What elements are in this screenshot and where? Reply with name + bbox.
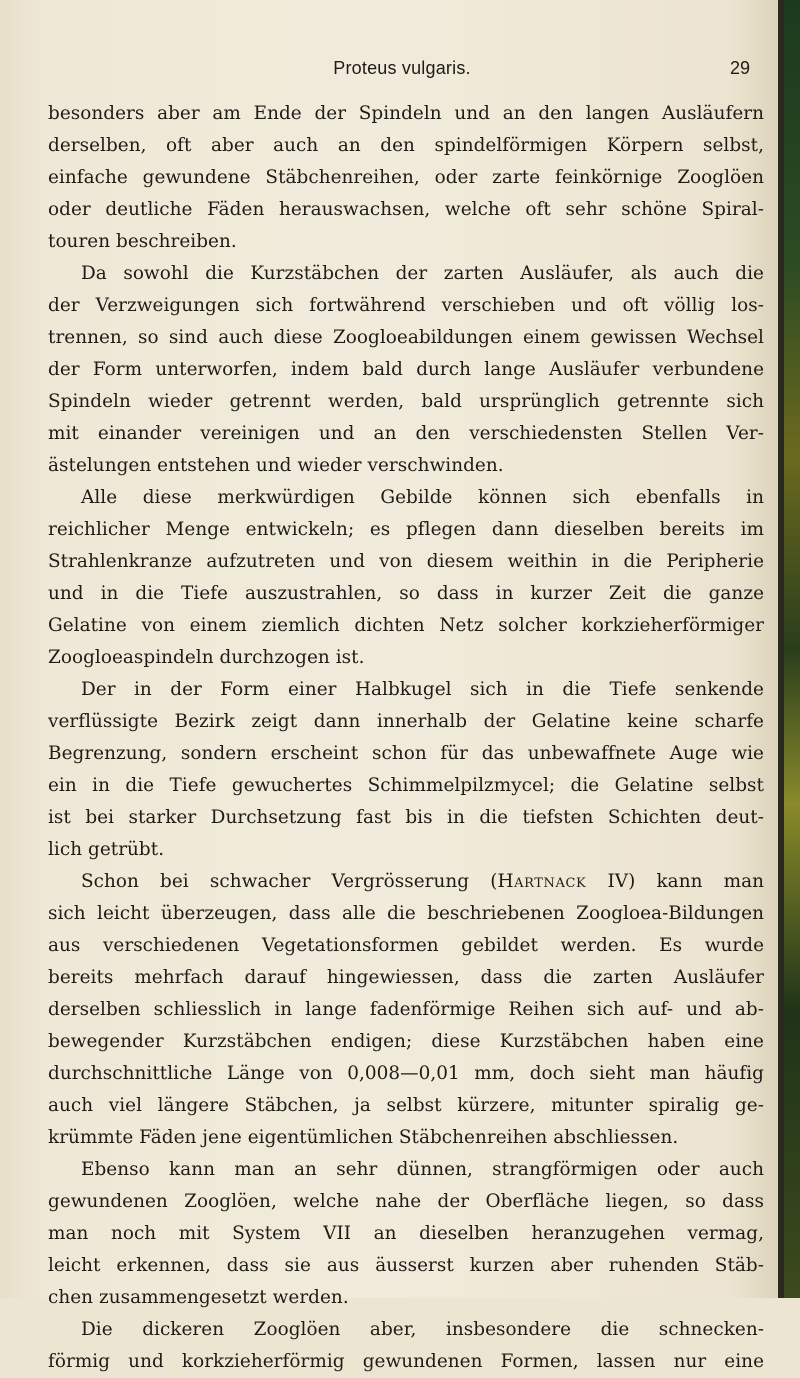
- text-line: Zoogloeaspindeln durchzogen ist.: [48, 647, 365, 668]
- text-line: ist bei starker Durchsetzung fast bis in die tiefsten Schichten deut-: [48, 807, 764, 828]
- text-line: oder deutliche Fäden herauswachsen, welche oft sehr schöne Spiral-: [48, 199, 764, 220]
- text-line: Gelatine von einem ziemlich dichten Netz solcher korkzieherförmiger: [48, 615, 764, 636]
- text-line: der Verzweigungen sich fortwährend verschieben und oft völlig los-: [48, 295, 764, 316]
- text-line: lich getrübt.: [48, 839, 165, 860]
- text-line: derselben schliesslich in lange fadenförmige Reihen sich auf- und ab-: [48, 999, 764, 1020]
- paragraph-start-line: Die dickeren Zooglöen aber, insbesondere die schnecken-: [81, 1319, 764, 1340]
- text-line: auch viel längere Stäbchen, ja selbst kürzere, mitunter spiralig ge-: [48, 1095, 764, 1116]
- page-number: 29: [729, 58, 750, 78]
- binding-edge: [778, 0, 800, 1298]
- text-line: bereits mehrfach darauf hingewiessen, dass die zarten Ausläufer: [48, 967, 764, 988]
- text-line: der Form unterworfen, indem bald durch lange Ausläufer verbundene: [48, 359, 764, 380]
- text-line: chen zusammengesetzt werden.: [48, 1287, 349, 1308]
- text-line: bewegender Kurzstäbchen endigen; diese Kurzstäbchen haben eine: [48, 1031, 764, 1052]
- text-line: aus verschiedenen Vegetationsformen gebildet werden. Es wurde: [48, 935, 764, 956]
- text-line: derselben, oft aber auch an den spindelförmigen Körpern selbst,: [48, 135, 764, 156]
- text-line: trennen, so sind auch diese Zoogloeabildungen einem gewissen Wechsel: [48, 327, 764, 348]
- text-line: krümmte Fäden jene eigentümlichen Stäbchenreihen abschliessen.: [48, 1127, 679, 1148]
- text-line: einfache gewundene Stäbchenreihen, oder zarte feinkörnige Zooglöen: [48, 167, 764, 188]
- text-line: ästelungen entstehen und wieder verschwinden.: [48, 455, 504, 476]
- paragraph-start-line: [48, 866, 764, 898]
- text-line: man noch mit System VII an dieselben heranzugehen vermag,: [48, 1223, 764, 1244]
- text-line: sich leicht überzeugen, dass alle die beschriebenen Zoogloea-Bildungen: [48, 903, 764, 924]
- author-name-hartnack: Hartnack: [497, 871, 587, 892]
- running-title: Proteus vulgaris.: [333, 58, 471, 78]
- text-line: gewundenen Zooglöen, welche nahe der Oberfläche liegen, so dass: [48, 1191, 764, 1212]
- text-segment: IV) kann man: [586, 871, 765, 892]
- text-line: durchschnittliche Länge von 0,008—0,01 mm, doch sieht man häufig: [48, 1063, 764, 1084]
- paragraph-start-line: Alle diese merkwürdigen Gebilde können sich ebenfalls in: [81, 487, 764, 508]
- text-line: Spindeln wieder getrennt werden, bald ursprünglich getrennte sich: [48, 391, 764, 412]
- text-segment: Schon bei schwacher Vergrösserung (: [81, 871, 498, 892]
- body-text: [48, 98, 764, 1378]
- text-line: touren beschreiben.: [48, 231, 237, 252]
- text-line: verflüssigte Bezirk zeigt dann innerhalb der Gelatine keine scharfe: [48, 711, 764, 732]
- text-line: Begrenzung, sondern erscheint schon für das unbewaffnete Auge wie: [48, 743, 764, 764]
- text-line: reichlicher Menge entwickeln; es pflegen dann dieselben bereits im: [48, 519, 764, 540]
- text-line: mit einander vereinigen und an den verschiedensten Stellen Ver-: [48, 423, 764, 444]
- paragraph-start-line: Ebenso kann man an sehr dünnen, strangförmigen oder auch: [81, 1159, 764, 1180]
- text-line: Strahlenkranze aufzutreten und von diesem weithin in die Peripherie: [48, 551, 764, 572]
- page-header: [54, 58, 750, 86]
- text-line: förmig und korkzieherförmig gewundenen Formen, lassen nur eine: [48, 1351, 764, 1372]
- text-line: besonders aber am Ende der Spindeln und an den langen Ausläufern: [48, 103, 764, 124]
- paragraph-start-line: Da sowohl die Kurzstäbchen der zarten Ausläufer, als auch die: [81, 263, 764, 284]
- text-line: leicht erkennen, dass sie aus äusserst kurzen aber ruhenden Stäb-: [48, 1255, 764, 1276]
- text-line: und in die Tiefe auszustrahlen, so dass in kurzer Zeit die ganze: [48, 583, 764, 604]
- paragraph-start-line: Der in der Form einer Halbkugel sich in die Tiefe senkende: [81, 679, 764, 700]
- text-line: ein in die Tiefe gewuchertes Schimmelpilzmycel; die Gelatine selbst: [48, 775, 764, 796]
